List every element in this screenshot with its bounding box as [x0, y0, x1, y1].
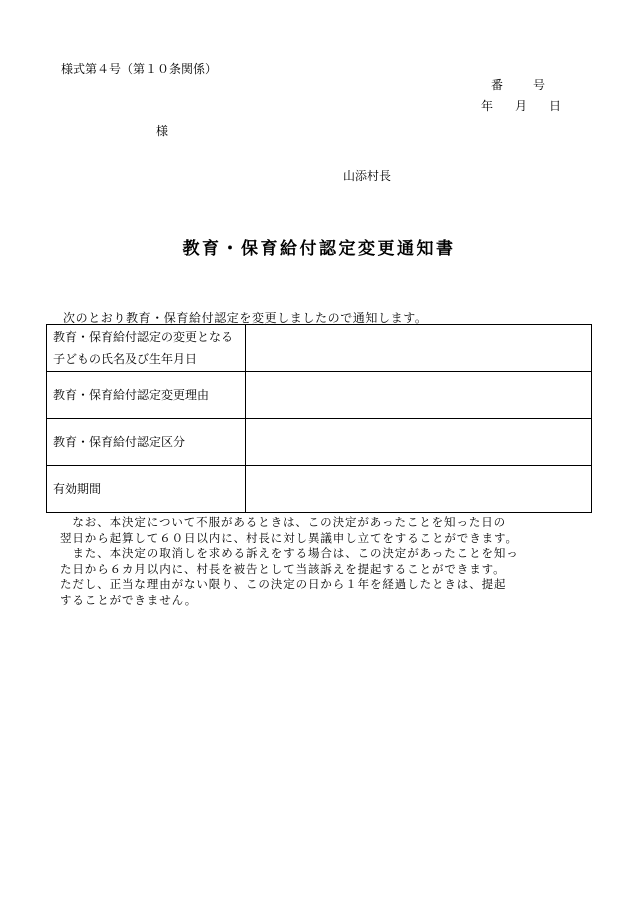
- notice-line: なお、本決定について不服があるときは、この決定があったことを知った日の: [60, 515, 507, 529]
- row-value-category[interactable]: [246, 419, 592, 466]
- table-row-child-info: [47, 325, 592, 372]
- row-label: 教育・保育給付認定区分: [47, 419, 246, 466]
- notice-line: た日から６カ月以内に、村長を被告として当該訴えを提起することができます。: [60, 561, 506, 576]
- notice-line: ただし、正当な理由がない限り、この決定の日から１年を経過したときは、提起: [60, 577, 507, 591]
- notice-line: 翌日から起算して６０日以内に、村長に対し異議申し立てをすることができます。: [60, 530, 518, 545]
- table-row-validity: [47, 466, 592, 513]
- notice-line: することができません。: [60, 592, 198, 607]
- intro-text: 次のとおり教育・保育給付認定を変更しましたので通知します。: [63, 311, 428, 325]
- row-value-validity[interactable]: [246, 466, 592, 513]
- row-label-line-1: 教育・保育給付認定の変更となる: [53, 330, 234, 344]
- form-number: 様式第４号（第１０条関係）: [61, 62, 218, 76]
- row-value-child-info[interactable]: [246, 325, 592, 372]
- row-label-line-2: 子どもの氏名及び生年月日: [53, 352, 198, 366]
- info-table: [46, 324, 592, 513]
- issuer-name: 山添村長: [343, 169, 392, 183]
- row-value-change-reason[interactable]: [246, 372, 592, 419]
- table-row-change-reason: [47, 372, 592, 419]
- document-title: 教育・保育給付認定変更通知書: [182, 239, 456, 259]
- table-row-category: [47, 419, 592, 466]
- row-label: [47, 325, 246, 372]
- row-label: 有効期間: [47, 466, 246, 513]
- notice-line: また、本決定の取消しを求める訴えをする場合は、この決定があったことを知っ: [60, 546, 519, 560]
- row-label: 教育・保育給付認定変更理由: [47, 372, 246, 419]
- document-number-label: 番号: [491, 78, 576, 92]
- appeal-notice: [60, 515, 519, 608]
- date-line: 年月日: [481, 99, 584, 113]
- recipient-honorific: 様: [156, 124, 169, 138]
